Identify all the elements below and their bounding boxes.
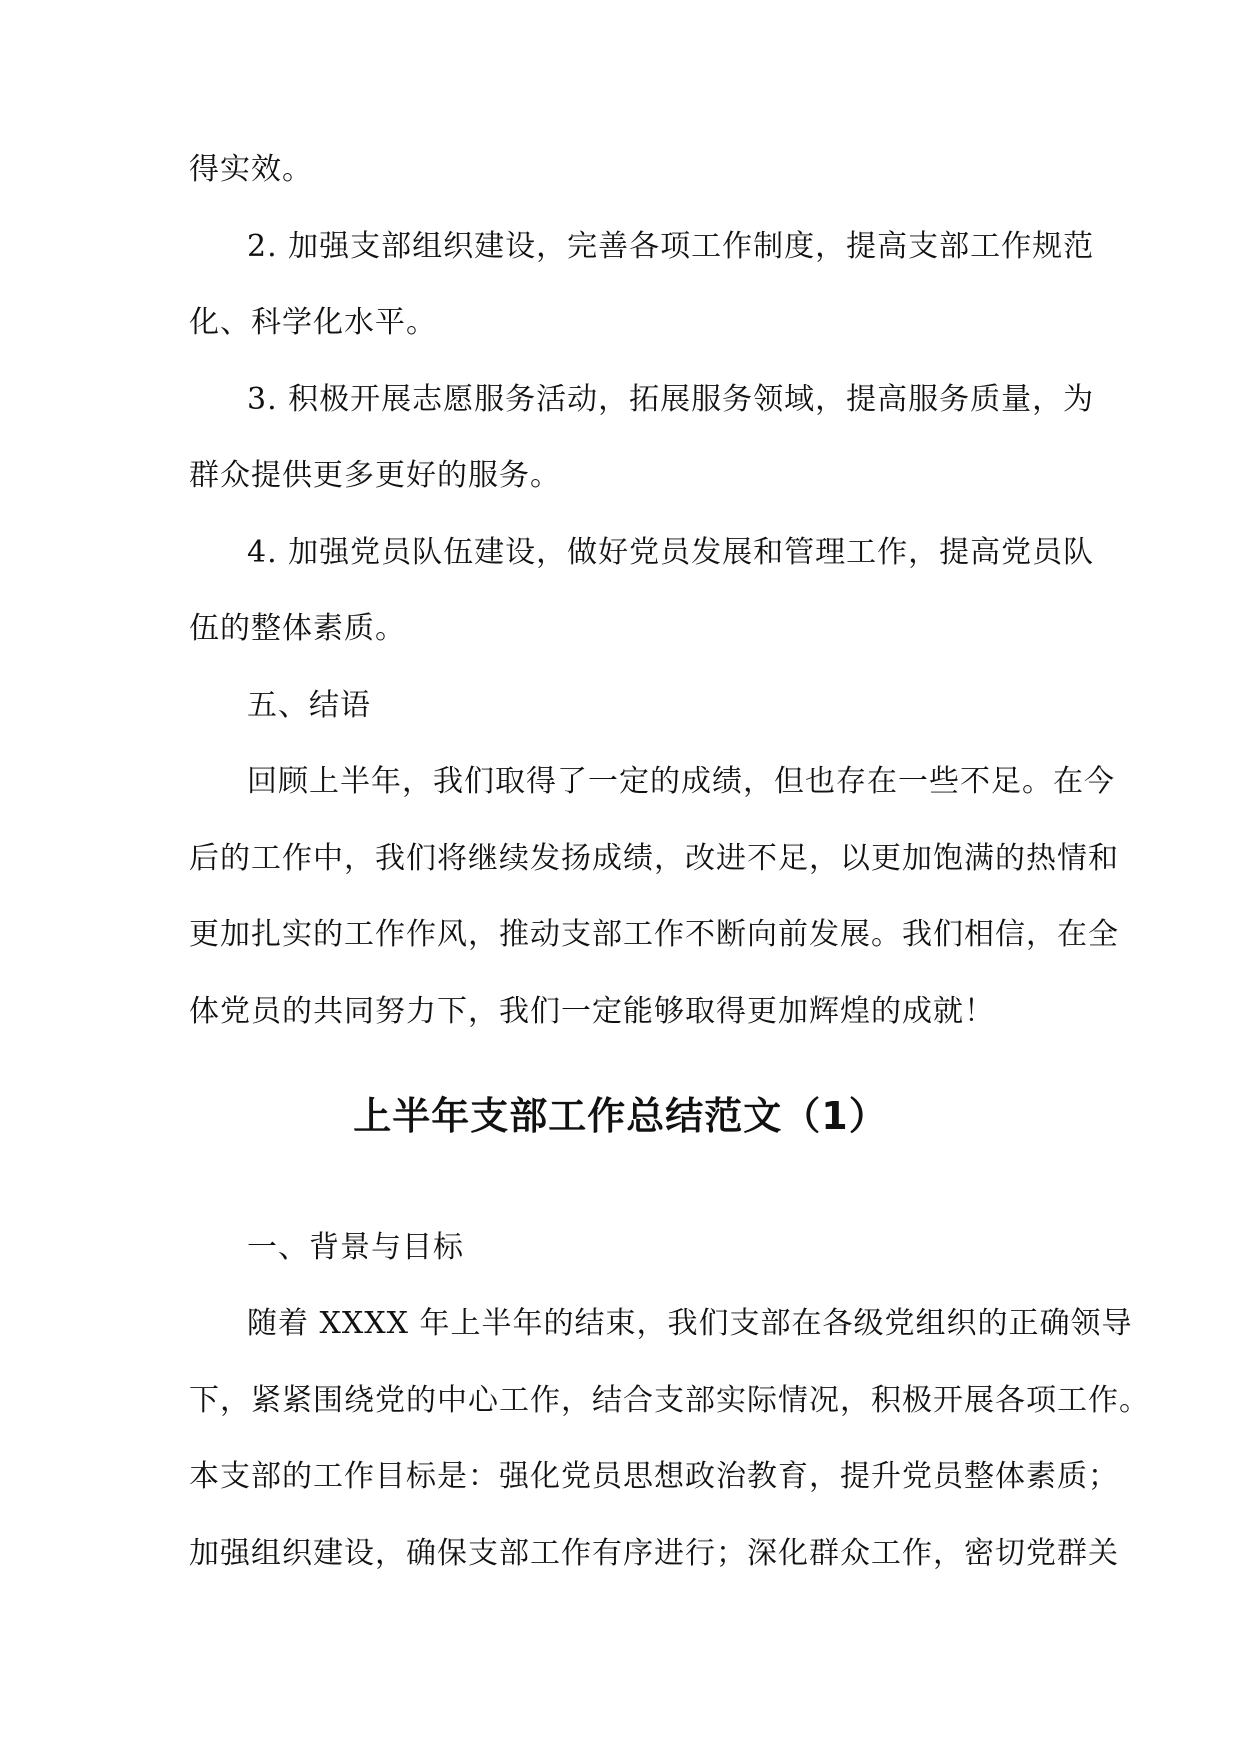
section-heading-conclusion: 五、结语 <box>247 688 371 723</box>
list-item-3-line: 3. 积极开展志愿服务活动，拓展服务领域，提高服务质量，为 <box>247 382 1095 417</box>
text-line: 化、科学化水平。 <box>189 305 437 340</box>
paragraph-line: 加强组织建设，确保支部工作有序进行；深化群众工作，密切党群关 <box>189 1536 1119 1571</box>
paragraph-line: 随着 XXXX 年上半年的结束，我们支部在各级党组织的正确领导 <box>247 1306 1133 1341</box>
text-line: 群众提供更多更好的服务。 <box>189 458 561 493</box>
text-line: 伍的整体素质。 <box>189 611 406 646</box>
paragraph-line: 下，紧紧围绕党的中心工作，结合支部实际情况，积极开展各项工作。 <box>189 1383 1150 1418</box>
paragraph-line: 回顾上半年，我们取得了一定的成绩，但也存在一些不足。在今 <box>247 764 1115 799</box>
document-title: 上半年支部工作总结范文（1） <box>353 1094 888 1138</box>
paragraph-line: 后的工作中，我们将继续发扬成绩，改进不足，以更加饱满的热情和 <box>189 841 1119 876</box>
text-line: 得实效。 <box>189 152 313 187</box>
paragraph-line: 体党员的共同努力下，我们一定能够取得更加辉煌的成就！ <box>189 994 995 1029</box>
paragraph-line: 本支部的工作目标是：强化党员思想政治教育，提升党员整体素质； <box>189 1459 1119 1494</box>
list-item-4-line: 4. 加强党员队伍建设，做好党员发展和管理工作，提高党员队 <box>247 535 1095 570</box>
section-heading-background: 一、背景与目标 <box>247 1230 464 1265</box>
list-item-2-line: 2. 加强支部组织建设，完善各项工作制度，提高支部工作规范 <box>247 229 1095 264</box>
paragraph-line: 更加扎实的工作作风，推动支部工作不断向前发展。我们相信，在全 <box>189 917 1119 952</box>
